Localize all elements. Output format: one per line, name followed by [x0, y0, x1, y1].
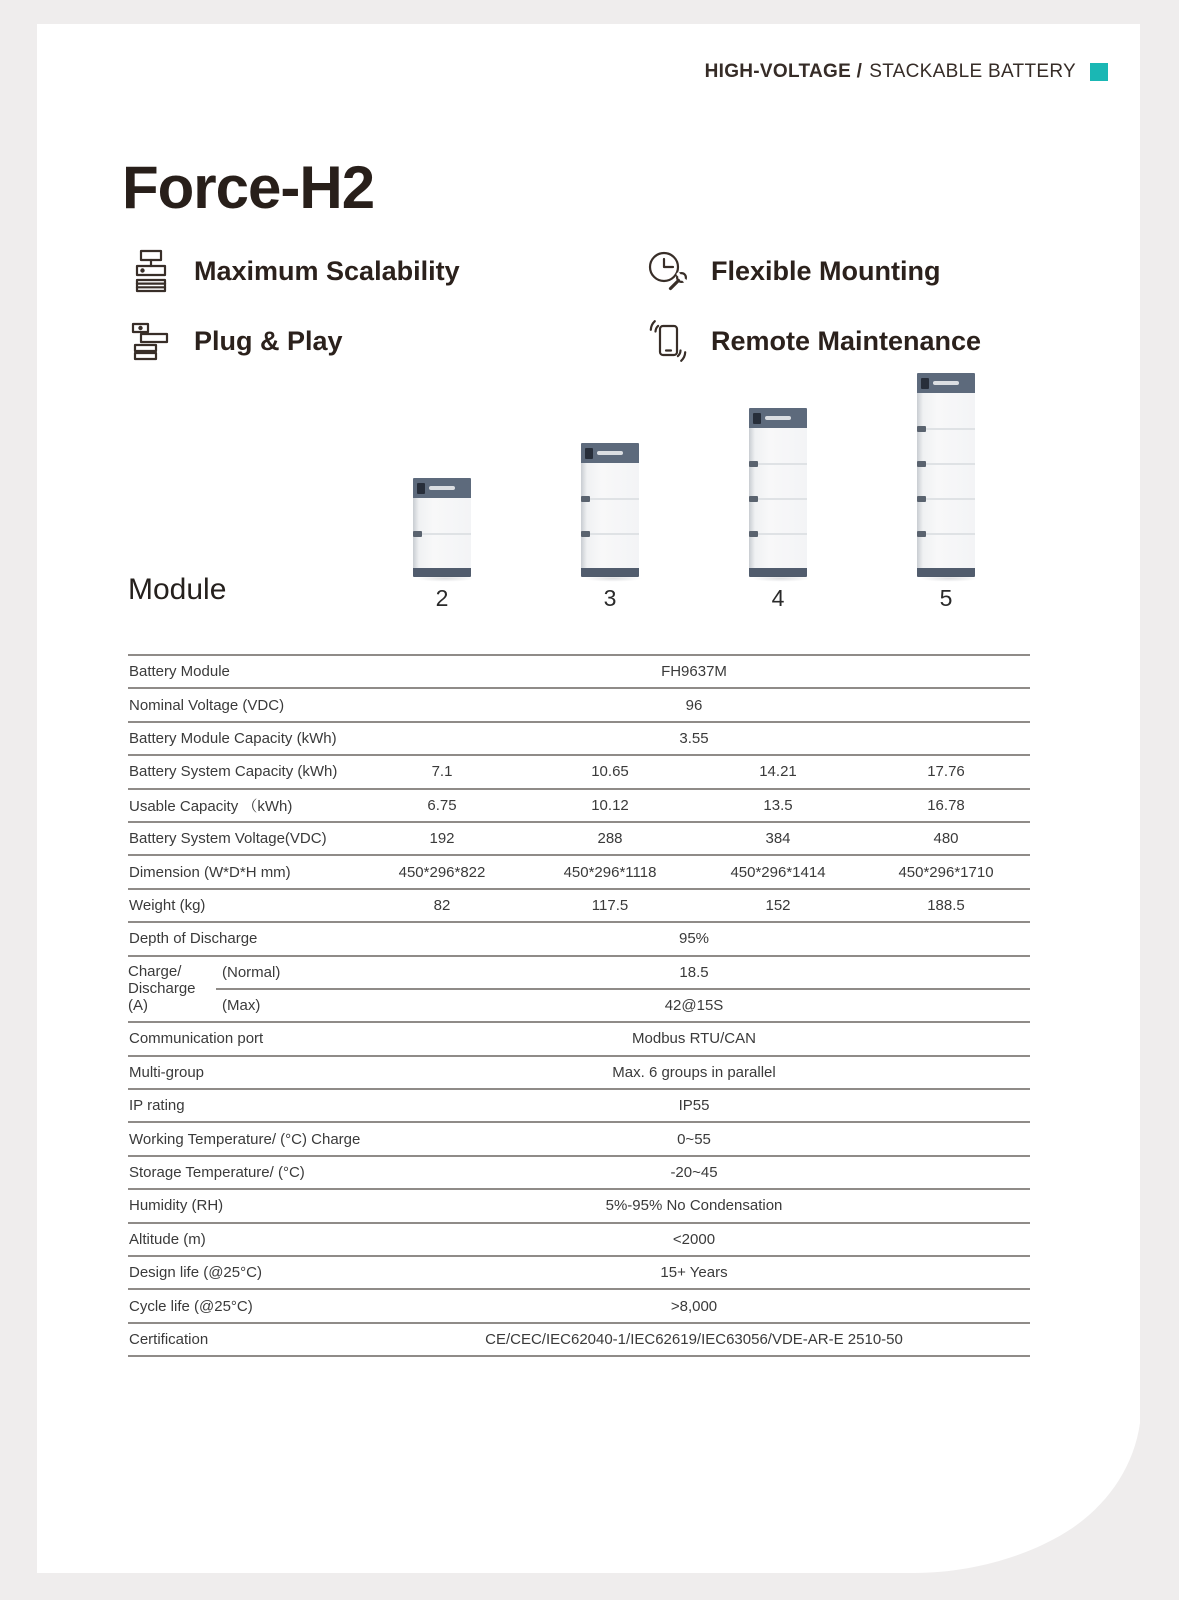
tower-cell [862, 366, 1030, 610]
spec-row [128, 689, 1030, 722]
spec-label: Working Temperature/ (°C) Charge [129, 1130, 361, 1148]
spec-label: Certification [129, 1331, 209, 1348]
battery-module-segment [581, 463, 639, 498]
tower-count-label: 4 [771, 585, 785, 611]
battery-module-segment [749, 498, 807, 533]
module-slide-icon [128, 318, 174, 364]
spec-value: 450*296*1710 [898, 863, 994, 881]
spec-row [128, 1257, 1030, 1290]
spec-value: 42@15S [664, 997, 724, 1015]
spec-label: Nominal Voltage (VDC) [129, 696, 285, 714]
spec-value: 450*296*1414 [730, 863, 826, 881]
battery-module-segment [581, 533, 639, 568]
spec-row [128, 1290, 1030, 1323]
spec-subrow [216, 988, 1030, 1021]
battery-module-segment [917, 428, 975, 463]
spec-label: IP rating [129, 1097, 185, 1115]
spec-value: Max. 6 groups in parallel [612, 1063, 776, 1081]
tower-cell [526, 366, 694, 610]
feature-plug-and-play [128, 318, 645, 364]
tower-vent [753, 413, 761, 424]
battery-tower [581, 443, 639, 577]
spec-value: Modbus RTU/CAN [632, 1030, 756, 1048]
spec-value: 5%-95% No Condensation [605, 1197, 783, 1215]
spec-row [128, 856, 1030, 889]
tower-top-cap [749, 408, 807, 428]
spec-label: Cycle life (@25°C) [129, 1297, 253, 1315]
spec-table [128, 654, 1030, 1357]
module-label: Module [128, 573, 227, 606]
spec-row [128, 790, 1030, 823]
spec-row [128, 823, 1030, 856]
tower-top-cap [917, 373, 975, 393]
spec-value: 10.65 [591, 763, 629, 781]
spec-label: Battery Module [129, 663, 230, 681]
spec-row-group [128, 957, 1030, 1024]
spec-subrow [216, 957, 1030, 988]
battery-module-segment [917, 498, 975, 533]
spec-row [128, 656, 1030, 689]
tower-base [749, 568, 807, 577]
brand-logo [765, 416, 791, 420]
spec-value: IP55 [678, 1097, 710, 1115]
tower-base [917, 568, 975, 577]
spec-group-label [128, 957, 216, 1022]
spec-value: 13.5 [763, 796, 793, 814]
tower-base [413, 568, 471, 577]
corner-wave-decoration [914, 1423, 1140, 1573]
page-header [705, 61, 1108, 83]
accent-square [1090, 63, 1108, 81]
spec-row [128, 1057, 1030, 1090]
page-title: Force-H2 [122, 154, 375, 221]
tower-top-cap [413, 478, 471, 498]
battery-module-segment [413, 533, 471, 568]
tower-vent [921, 378, 929, 389]
spec-label: Design life (@25°C) [129, 1264, 262, 1282]
phone-signal-icon [645, 318, 691, 364]
spec-sublabel: (Normal) [222, 963, 281, 981]
spec-value: 3.55 [679, 729, 709, 747]
spec-value: 82 [433, 896, 451, 914]
spec-row [128, 723, 1030, 756]
spec-group-label-line: (A) [128, 997, 148, 1015]
battery-module-segment [917, 393, 975, 428]
spec-value: 188.5 [927, 896, 965, 914]
spec-value: -20~45 [670, 1164, 718, 1182]
spec-row [128, 890, 1030, 923]
spec-label: Storage Temperature/ (°C) [129, 1164, 305, 1182]
category-bold: HIGH-VOLTAGE / [704, 61, 863, 82]
tower-count-label: 2 [435, 585, 449, 611]
spec-value: 288 [597, 830, 623, 848]
spec-label: Communication port [129, 1030, 264, 1048]
spec-label: Humidity (RH) [129, 1197, 224, 1215]
spec-value: 18.5 [679, 963, 709, 981]
spec-sublabel: (Max) [222, 997, 261, 1015]
feature-label: Flexible Mounting [711, 255, 941, 286]
tower-vent [417, 483, 425, 494]
spec-label: Multi-group [129, 1063, 205, 1081]
spec-value: FH9637M [661, 663, 727, 681]
spec-value: 95% [678, 930, 710, 948]
tower-cell [358, 366, 526, 610]
spec-value: 15+ Years [660, 1264, 728, 1282]
clock-wrench-icon [645, 248, 691, 294]
spec-value: <2000 [672, 1230, 716, 1248]
battery-module-segment [581, 498, 639, 533]
spec-value: 16.78 [927, 796, 965, 814]
tower-count-label: 5 [939, 585, 953, 611]
feature-label: Remote Maintenance [711, 325, 982, 356]
spec-value: 152 [765, 896, 791, 914]
spec-value: 96 [685, 696, 703, 714]
spec-label: Dimension (W*D*H mm) [129, 863, 291, 881]
stack-icon [128, 248, 174, 294]
spec-value: 384 [765, 830, 791, 848]
spec-label: Battery System Voltage(VDC) [129, 830, 327, 848]
spec-value: CE/CEC/IEC62040-1/IEC62619/IEC63056/VDE-AR-E 2510-50 [485, 1331, 903, 1348]
spec-value: 0~55 [677, 1130, 711, 1148]
battery-tower [749, 408, 807, 577]
spec-row [128, 1190, 1030, 1223]
spec-label: Depth of Discharge [129, 930, 258, 948]
battery-module-segment [749, 533, 807, 568]
spec-label: Battery System Capacity (kWh) [129, 763, 338, 781]
battery-module-segment [749, 428, 807, 463]
spec-group-label-line: Discharge [128, 980, 196, 998]
spec-value: 192 [429, 830, 455, 848]
spec-value: 480 [933, 830, 959, 848]
feature-label: Maximum Scalability [194, 255, 460, 286]
battery-module-segment [917, 533, 975, 568]
spec-label: Altitude (m) [129, 1230, 206, 1248]
feature-flexible-mounting [645, 248, 1140, 294]
spec-value: >8,000 [670, 1297, 718, 1315]
tower-count-label: 3 [603, 585, 617, 611]
feature-label: Plug & Play [194, 325, 343, 356]
spec-value: 7.1 [431, 763, 453, 781]
spec-value: 450*296*1118 [563, 863, 657, 881]
spec-value: 17.76 [927, 763, 965, 781]
spec-label: Weight (kg) [129, 896, 206, 914]
spec-label: Usable Capacity （kWh) [129, 797, 293, 815]
battery-tower [413, 478, 471, 577]
battery-module-segment [917, 463, 975, 498]
category-breadcrumb [705, 61, 1076, 83]
module-label-cell [128, 366, 358, 610]
brand-logo [429, 486, 455, 490]
tower-top-cap [581, 443, 639, 463]
spec-group-label-line: Charge/ [128, 963, 182, 981]
spec-row [128, 756, 1030, 789]
tower-cell [694, 366, 862, 610]
spec-row [128, 923, 1030, 956]
tower-base [581, 568, 639, 577]
spec-row [128, 1123, 1030, 1156]
spec-group-subrows [216, 957, 1030, 1022]
spec-row [128, 1090, 1030, 1123]
spec-label: Battery Module Capacity (kWh) [129, 729, 337, 747]
category-light: STACKABLE BATTERY [869, 61, 1076, 82]
battery-module-segment [749, 463, 807, 498]
brand-logo [933, 381, 959, 385]
feature-maximum-scalability [128, 248, 645, 294]
spec-value: 117.5 [591, 896, 629, 914]
spec-row [128, 1324, 1030, 1357]
spec-value: 10.12 [591, 796, 629, 814]
battery-tower [917, 373, 975, 577]
feature-list [128, 248, 1140, 364]
brand-logo [597, 451, 623, 455]
module-figure [128, 366, 1030, 610]
tower-vent [585, 448, 593, 459]
spec-row [128, 1224, 1030, 1257]
spec-value: 450*296*822 [398, 863, 486, 881]
battery-module-segment [413, 498, 471, 533]
feature-remote-maintenance [645, 318, 1140, 364]
spec-value: 6.75 [427, 796, 457, 814]
spec-row [128, 1023, 1030, 1056]
datasheet-page [37, 24, 1140, 1573]
spec-row [128, 1157, 1030, 1190]
spec-value: 14.21 [759, 763, 797, 781]
